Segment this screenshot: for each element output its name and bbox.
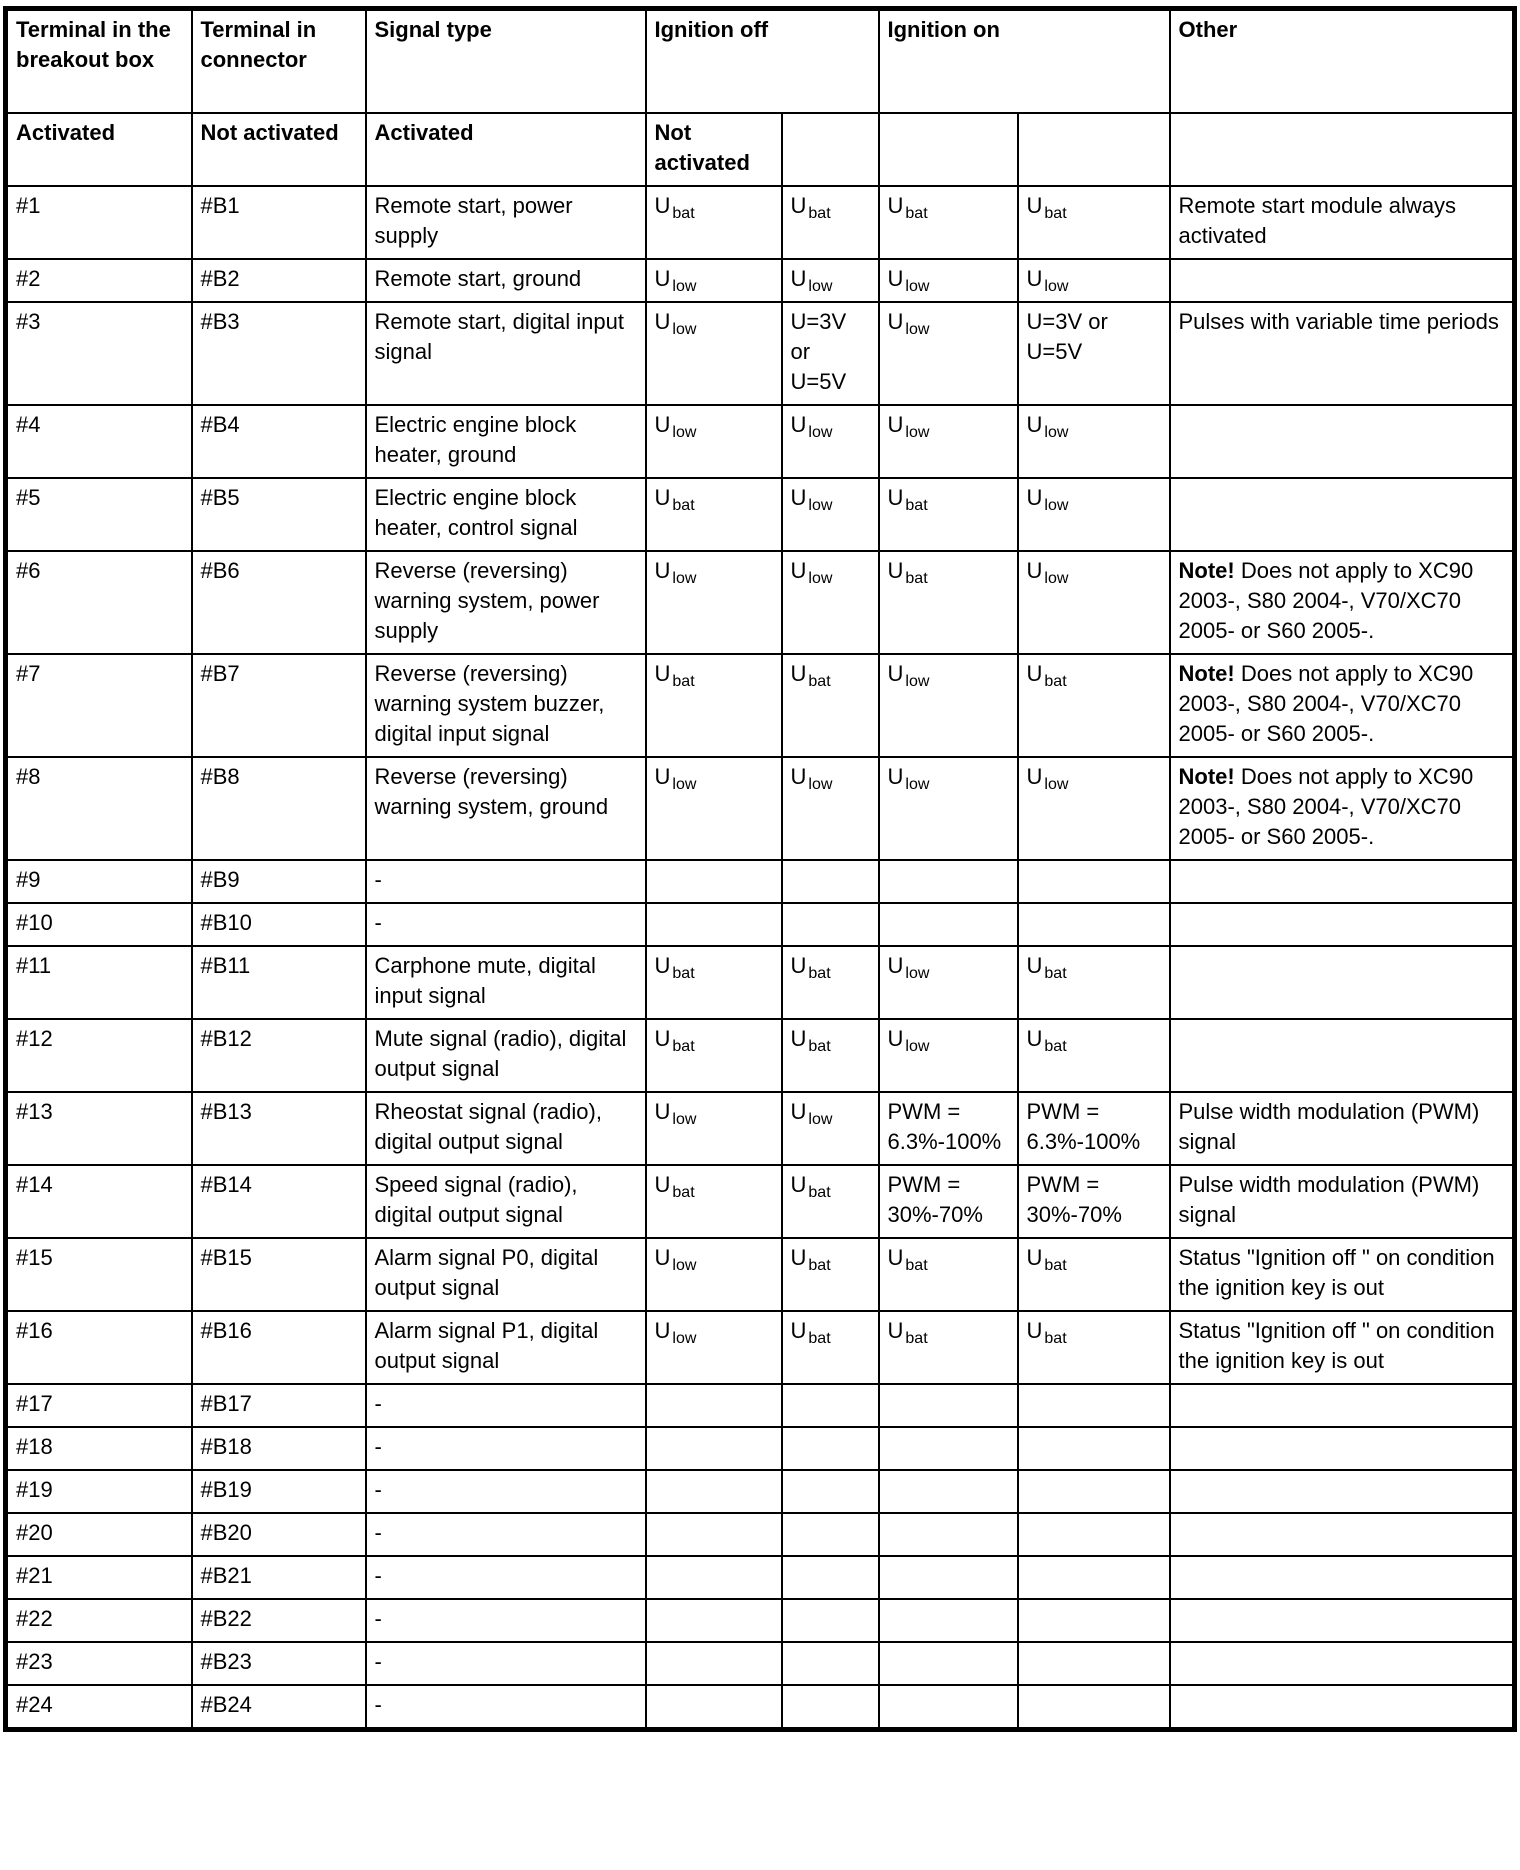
other-cell (1170, 1019, 1515, 1092)
signal-type-cell: Speed signal (radio), digital output signal (366, 1165, 646, 1238)
other-cell: Status "Ignition off " on condition the ignition key is out (1170, 1238, 1515, 1311)
table-body (6, 186, 1515, 1730)
terminal-breakout-cell: #22 (6, 1599, 192, 1642)
subheader-activated-breakout: Activated (6, 113, 192, 186)
ignition-off-not-activated-cell (646, 903, 782, 946)
ignition-off-not-activated-cell: U $_{bat}$ (646, 478, 782, 551)
terminal-breakout-cell: #24 (6, 1685, 192, 1730)
terminal-connector-cell: #B7 (192, 654, 366, 757)
ignition-on-cell-1 (879, 1513, 1018, 1556)
terminal-connector-cell: #B13 (192, 1092, 366, 1165)
terminal-connector-cell: #B9 (192, 860, 366, 903)
terminal-connector-cell: #B11 (192, 946, 366, 1019)
terminal-connector-cell: #B8 (192, 757, 366, 860)
ignition-off-activated-cell: U $_{bat}$ (782, 1019, 879, 1092)
ignition-off-activated-cell (782, 1470, 879, 1513)
other-cell (1170, 903, 1515, 946)
other-cell (1170, 1642, 1515, 1685)
ignition-on-cell-1: U $_{low}$ (879, 1019, 1018, 1092)
ignition-on-cell-2: U $_{bat}$ (1018, 946, 1170, 1019)
signal-type-cell: - (366, 1642, 646, 1685)
signal-type-cell: Electric engine block heater, ground (366, 405, 646, 478)
ignition-on-cell-1: U $_{low}$ (879, 946, 1018, 1019)
signal-type-cell: Remote start, digital input signal (366, 302, 646, 405)
table-row (6, 186, 1515, 259)
ignition-off-activated-cell: U $_{low}$ (782, 478, 879, 551)
ignition-on-cell-2 (1018, 1384, 1170, 1427)
subheader-not-activated-ignition-off: Not activated (646, 113, 782, 186)
terminal-breakout-cell: #16 (6, 1311, 192, 1384)
table-row (6, 1019, 1515, 1092)
ignition-off-not-activated-cell: U $_{low}$ (646, 1238, 782, 1311)
ignition-on-cell-1 (879, 1599, 1018, 1642)
terminal-breakout-cell: #1 (6, 186, 192, 259)
table-row (6, 1384, 1515, 1427)
terminal-breakout-cell: #11 (6, 946, 192, 1019)
ignition-off-not-activated-cell: U $_{bat}$ (646, 946, 782, 1019)
ignition-off-not-activated-cell (646, 1470, 782, 1513)
ignition-on-cell-2 (1018, 1556, 1170, 1599)
ignition-on-cell-2 (1018, 860, 1170, 903)
other-cell: Status "Ignition off " on condition the ignition key is out (1170, 1311, 1515, 1384)
other-cell: Remote start module always activated (1170, 186, 1515, 259)
other-cell (1170, 1427, 1515, 1470)
ignition-on-cell-2: U $_{low}$ (1018, 551, 1170, 654)
table-row (6, 860, 1515, 903)
terminal-connector-cell: #B20 (192, 1513, 366, 1556)
ignition-on-cell-1 (879, 1427, 1018, 1470)
terminal-breakout-cell: #10 (6, 903, 192, 946)
terminal-connector-cell: #B10 (192, 903, 366, 946)
header-ignition-on: Ignition on (879, 9, 1170, 114)
header-row-2 (6, 113, 1515, 186)
terminal-connector-cell: #B1 (192, 186, 366, 259)
terminal-connector-cell: #B24 (192, 1685, 366, 1730)
table-row (6, 1427, 1515, 1470)
signal-type-cell: - (366, 1599, 646, 1642)
table-row (6, 1311, 1515, 1384)
table-row (6, 903, 1515, 946)
terminal-breakout-cell: #23 (6, 1642, 192, 1685)
ignition-on-cell-1 (879, 1556, 1018, 1599)
table-row (6, 405, 1515, 478)
table-row (6, 946, 1515, 1019)
table-row (6, 1599, 1515, 1642)
terminal-breakout-cell: #19 (6, 1470, 192, 1513)
other-cell (1170, 946, 1515, 1019)
ignition-on-cell-2 (1018, 1470, 1170, 1513)
ignition-off-activated-cell (782, 1685, 879, 1730)
ignition-off-activated-cell: U $_{low}$ (782, 757, 879, 860)
terminal-connector-cell: #B3 (192, 302, 366, 405)
ignition-on-cell-2 (1018, 1685, 1170, 1730)
terminal-connector-cell: #B16 (192, 1311, 366, 1384)
ignition-off-activated-cell: U $_{low}$ (782, 259, 879, 302)
ignition-off-activated-cell (782, 1556, 879, 1599)
ignition-on-cell-2: U $_{bat}$ (1018, 1019, 1170, 1092)
ignition-off-activated-cell (782, 1384, 879, 1427)
signal-type-cell: - (366, 1685, 646, 1730)
other-cell (1170, 1599, 1515, 1642)
ignition-off-not-activated-cell: U $_{low}$ (646, 1092, 782, 1165)
table-row (6, 1685, 1515, 1730)
ignition-on-cell-2: U $_{bat}$ (1018, 1238, 1170, 1311)
ignition-off-not-activated-cell: U $_{bat}$ (646, 1165, 782, 1238)
terminal-breakout-cell: #18 (6, 1427, 192, 1470)
subheader-activated-signal: Activated (366, 113, 646, 186)
subheader-not-activated-connector: Not activated (192, 113, 366, 186)
header-signal-type: Signal type (366, 9, 646, 114)
other-cell: Pulse width modulation (PWM) signal (1170, 1092, 1515, 1165)
ignition-off-not-activated-cell (646, 1599, 782, 1642)
ignition-off-activated-cell (782, 1427, 879, 1470)
ignition-on-cell-2: U $_{bat}$ (1018, 1311, 1170, 1384)
table-row (6, 1092, 1515, 1165)
terminal-breakout-cell: #7 (6, 654, 192, 757)
ignition-off-not-activated-cell (646, 1427, 782, 1470)
signal-type-cell: Carphone mute, digital input signal (366, 946, 646, 1019)
ignition-on-cell-1 (879, 903, 1018, 946)
other-cell: Note! Does not apply to XC90 2003-, S80 2004-, V70/XC70 2005- or S60 2005-. (1170, 757, 1515, 860)
signal-type-cell: - (366, 1384, 646, 1427)
header-terminal-breakout: Terminal in the breakout box (6, 9, 192, 114)
signal-type-cell: Reverse (reversing) warning system, ground (366, 757, 646, 860)
other-cell: Note! Does not apply to XC90 2003-, S80 2004-, V70/XC70 2005- or S60 2005-. (1170, 551, 1515, 654)
ignition-off-activated-cell (782, 1513, 879, 1556)
terminal-breakout-cell: #8 (6, 757, 192, 860)
ignition-off-activated-cell: U=3V or U=5V (782, 302, 879, 405)
subheader-empty-2 (879, 113, 1018, 186)
ignition-off-not-activated-cell: U $_{bat}$ (646, 654, 782, 757)
other-cell (1170, 259, 1515, 302)
table-row (6, 1556, 1515, 1599)
signal-type-cell: Alarm signal P0, digital output signal (366, 1238, 646, 1311)
signal-type-cell: - (366, 1513, 646, 1556)
ignition-on-cell-1: PWM = 30%-70% (879, 1165, 1018, 1238)
ignition-off-activated-cell: U $_{low}$ (782, 1092, 879, 1165)
ignition-on-cell-2: U $_{low}$ (1018, 405, 1170, 478)
ignition-on-cell-2: U $_{low}$ (1018, 259, 1170, 302)
ignition-on-cell-1: U $_{bat}$ (879, 186, 1018, 259)
ignition-on-cell-1: U $_{low}$ (879, 654, 1018, 757)
ignition-off-activated-cell: U $_{bat}$ (782, 1311, 879, 1384)
signal-type-cell: Reverse (reversing) warning system, power supply (366, 551, 646, 654)
ignition-off-not-activated-cell: U $_{low}$ (646, 259, 782, 302)
terminal-breakout-cell: #15 (6, 1238, 192, 1311)
terminal-connector-cell: #B2 (192, 259, 366, 302)
ignition-off-not-activated-cell (646, 860, 782, 903)
signal-type-cell: - (366, 1427, 646, 1470)
ignition-on-cell-1: U $_{low}$ (879, 302, 1018, 405)
signal-type-cell: Remote start, ground (366, 259, 646, 302)
terminal-connector-cell: #B15 (192, 1238, 366, 1311)
table-header (6, 9, 1515, 187)
ignition-on-cell-1: U $_{bat}$ (879, 1311, 1018, 1384)
ignition-on-cell-1 (879, 860, 1018, 903)
ignition-off-not-activated-cell: U $_{low}$ (646, 1311, 782, 1384)
terminal-connector-cell: #B19 (192, 1470, 366, 1513)
ignition-on-cell-1: U $_{bat}$ (879, 551, 1018, 654)
terminal-connector-cell: #B5 (192, 478, 366, 551)
ignition-off-not-activated-cell: U $_{bat}$ (646, 186, 782, 259)
terminal-connector-cell: #B6 (192, 551, 366, 654)
signal-type-cell: - (366, 1470, 646, 1513)
ignition-off-activated-cell (782, 1642, 879, 1685)
ignition-off-activated-cell (782, 1599, 879, 1642)
ignition-on-cell-2: PWM = 6.3%-100% (1018, 1092, 1170, 1165)
signal-type-cell: Mute signal (radio), digital output signal (366, 1019, 646, 1092)
table-row (6, 1470, 1515, 1513)
ignition-off-activated-cell: U $_{bat}$ (782, 1238, 879, 1311)
other-cell: Note! Does not apply to XC90 2003-, S80 2004-, V70/XC70 2005- or S60 2005-. (1170, 654, 1515, 757)
terminal-breakout-cell: #6 (6, 551, 192, 654)
terminal-breakout-cell: #13 (6, 1092, 192, 1165)
ignition-off-not-activated-cell: U $_{low}$ (646, 405, 782, 478)
ignition-on-cell-2: U $_{low}$ (1018, 478, 1170, 551)
table-row (6, 1165, 1515, 1238)
subheader-empty-3 (1018, 113, 1170, 186)
subheader-empty-1 (782, 113, 879, 186)
ignition-off-not-activated-cell: U $_{bat}$ (646, 1019, 782, 1092)
terminal-breakout-cell: #20 (6, 1513, 192, 1556)
ignition-on-cell-2: PWM = 30%-70% (1018, 1165, 1170, 1238)
other-cell (1170, 478, 1515, 551)
header-other: Other (1170, 9, 1515, 114)
ignition-off-not-activated-cell (646, 1685, 782, 1730)
terminal-breakout-cell: #12 (6, 1019, 192, 1092)
table-row (6, 551, 1515, 654)
table-row (6, 654, 1515, 757)
ignition-on-cell-2 (1018, 903, 1170, 946)
other-cell (1170, 1556, 1515, 1599)
ignition-off-not-activated-cell (646, 1384, 782, 1427)
ignition-on-cell-1: U $_{bat}$ (879, 478, 1018, 551)
table-row (6, 259, 1515, 302)
terminal-connector-cell: #B21 (192, 1556, 366, 1599)
signal-type-cell: Electric engine block heater, control signal (366, 478, 646, 551)
signal-type-cell: Reverse (reversing) warning system buzzer, digital input signal (366, 654, 646, 757)
table-row (6, 478, 1515, 551)
other-cell (1170, 1685, 1515, 1730)
ignition-off-activated-cell: U $_{bat}$ (782, 654, 879, 757)
ignition-on-cell-2: U $_{low}$ (1018, 757, 1170, 860)
ignition-on-cell-2: U $_{bat}$ (1018, 186, 1170, 259)
ignition-on-cell-1: U $_{low}$ (879, 259, 1018, 302)
ignition-on-cell-2 (1018, 1599, 1170, 1642)
ignition-on-cell-1 (879, 1470, 1018, 1513)
other-cell (1170, 1513, 1515, 1556)
ignition-on-cell-1: U $_{low}$ (879, 405, 1018, 478)
other-cell: Pulse width modulation (PWM) signal (1170, 1165, 1515, 1238)
ignition-off-activated-cell: U $_{low}$ (782, 405, 879, 478)
terminal-connector-cell: #B23 (192, 1642, 366, 1685)
terminal-breakout-cell: #14 (6, 1165, 192, 1238)
terminal-breakout-cell: #3 (6, 302, 192, 405)
ignition-off-not-activated-cell: U $_{low}$ (646, 302, 782, 405)
ignition-on-cell-2: U $_{bat}$ (1018, 654, 1170, 757)
other-cell (1170, 860, 1515, 903)
terminal-connector-cell: #B22 (192, 1599, 366, 1642)
ignition-on-cell-1 (879, 1642, 1018, 1685)
ignition-on-cell-2: U=3V or U=5V (1018, 302, 1170, 405)
ignition-on-cell-1: U $_{low}$ (879, 757, 1018, 860)
signal-type-cell: - (366, 1556, 646, 1599)
table-row (6, 1238, 1515, 1311)
ignition-off-activated-cell: U $_{bat}$ (782, 1165, 879, 1238)
ignition-on-cell-2 (1018, 1513, 1170, 1556)
signal-type-cell: - (366, 860, 646, 903)
ignition-off-activated-cell: U $_{bat}$ (782, 946, 879, 1019)
table-row (6, 1513, 1515, 1556)
other-cell (1170, 1470, 1515, 1513)
table-row (6, 1642, 1515, 1685)
ignition-on-cell-1: PWM = 6.3%-100% (879, 1092, 1018, 1165)
ignition-on-cell-1 (879, 1384, 1018, 1427)
terminal-connector-cell: #B17 (192, 1384, 366, 1427)
signal-type-cell: - (366, 903, 646, 946)
ignition-on-cell-1 (879, 1685, 1018, 1730)
terminal-connector-cell: #B18 (192, 1427, 366, 1470)
table-row (6, 757, 1515, 860)
terminal-connector-cell: #B4 (192, 405, 366, 478)
header-ignition-off: Ignition off (646, 9, 879, 114)
signal-type-cell: Alarm signal P1, digital output signal (366, 1311, 646, 1384)
terminal-connector-cell: #B12 (192, 1019, 366, 1092)
ignition-off-not-activated-cell (646, 1642, 782, 1685)
ignition-off-activated-cell: U $_{low}$ (782, 551, 879, 654)
signal-type-cell: Rheostat signal (radio), digital output signal (366, 1092, 646, 1165)
ignition-on-cell-1: U $_{bat}$ (879, 1238, 1018, 1311)
ignition-off-not-activated-cell (646, 1513, 782, 1556)
other-cell (1170, 1384, 1515, 1427)
ignition-off-activated-cell (782, 860, 879, 903)
terminal-breakout-cell: #9 (6, 860, 192, 903)
terminal-breakout-cell: #21 (6, 1556, 192, 1599)
other-cell: Pulses with variable time periods (1170, 302, 1515, 405)
terminal-breakout-cell: #5 (6, 478, 192, 551)
table-row (6, 302, 1515, 405)
ignition-off-activated-cell (782, 903, 879, 946)
ignition-on-cell-2 (1018, 1427, 1170, 1470)
ignition-off-not-activated-cell: U $_{low}$ (646, 757, 782, 860)
terminal-breakout-cell: #17 (6, 1384, 192, 1427)
subheader-empty-4 (1170, 113, 1515, 186)
ignition-off-not-activated-cell (646, 1556, 782, 1599)
header-row-1 (6, 9, 1515, 114)
ignition-off-activated-cell: U $_{bat}$ (782, 186, 879, 259)
signal-type-cell: Remote start, power supply (366, 186, 646, 259)
ignition-on-cell-2 (1018, 1642, 1170, 1685)
header-terminal-connector: Terminal in connector (192, 9, 366, 114)
terminal-breakout-cell: #2 (6, 259, 192, 302)
other-cell (1170, 405, 1515, 478)
terminal-breakout-cell: #4 (6, 405, 192, 478)
terminal-signal-table (3, 6, 1517, 1732)
terminal-connector-cell: #B14 (192, 1165, 366, 1238)
ignition-off-not-activated-cell: U $_{low}$ (646, 551, 782, 654)
